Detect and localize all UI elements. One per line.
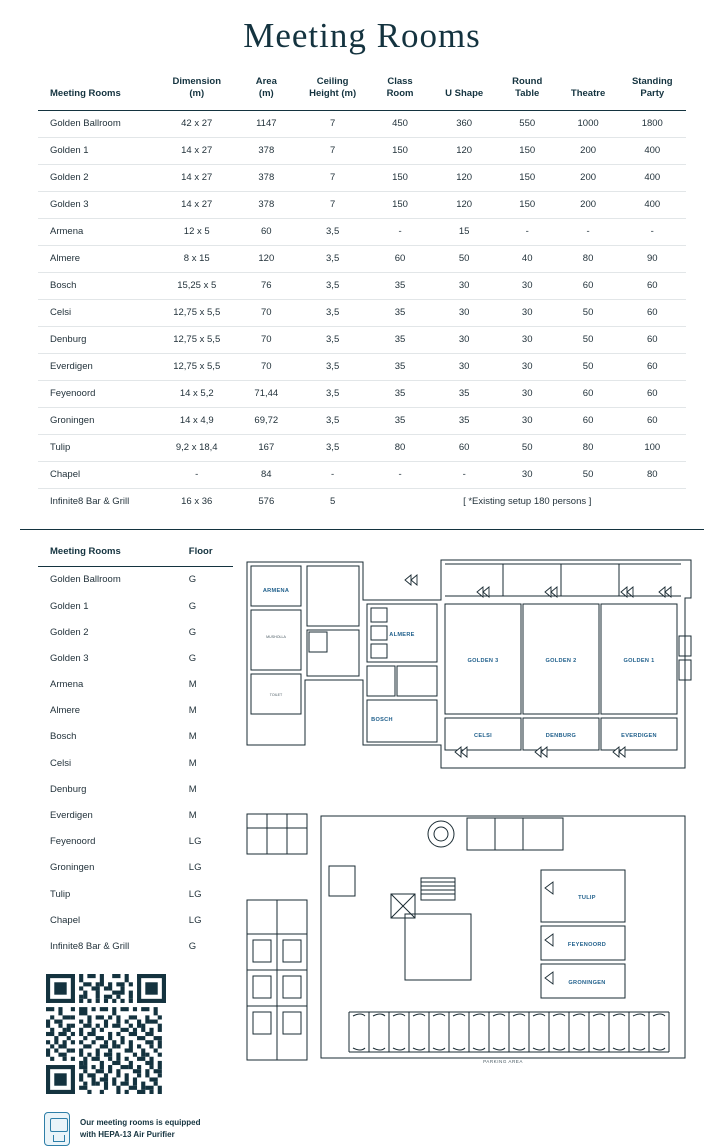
table-row	[38, 164, 686, 191]
table-cell: 5	[329, 496, 336, 508]
table-row	[38, 488, 686, 515]
table-cell: 60	[619, 272, 686, 299]
table-cell: 30	[432, 272, 497, 299]
room-name-cell: Groningen	[38, 407, 158, 434]
floor-room-name: Almere	[50, 705, 81, 717]
room-name-cell: Armena	[38, 218, 158, 245]
room-name-cell: Almere	[38, 245, 158, 272]
section-divider	[20, 529, 704, 530]
list-item	[38, 933, 233, 959]
table-cell: 60	[619, 407, 686, 434]
table-cell: 200	[558, 164, 619, 191]
table-cell: 200	[558, 137, 619, 164]
table-cell: 7	[297, 164, 369, 191]
list-item	[38, 802, 233, 828]
room-name-cell: Celsi	[38, 299, 158, 326]
table-cell: 120	[432, 137, 497, 164]
table-cell: 50	[558, 461, 619, 488]
table-cell: 30	[497, 461, 558, 488]
col-header-theatre: Theatre	[570, 87, 606, 99]
floorplan-upper[interactable]	[245, 540, 693, 780]
table-cell: 80	[558, 434, 619, 461]
label-parking-area: PARKING AREA	[483, 1058, 523, 1064]
table-cell: 60	[432, 434, 497, 461]
capacity-table-head	[38, 68, 686, 110]
table-cell: -	[558, 218, 619, 245]
hepa-notice-text	[80, 1117, 200, 1140]
table-cell: -	[369, 218, 432, 245]
table-cell: 80	[558, 245, 619, 272]
capacity-table-wrap	[38, 68, 686, 515]
table-cell: 30	[497, 407, 558, 434]
list-item	[38, 907, 233, 933]
table-cell: 30	[497, 380, 558, 407]
table-cell: 3,5	[297, 326, 369, 353]
floor-value: LG	[188, 914, 202, 926]
label-almere: ALMERE	[389, 631, 415, 638]
table-cell: 450	[369, 110, 432, 137]
table-cell: 3,5	[297, 380, 369, 407]
col-header-meeting-rooms: Meeting Rooms	[50, 87, 121, 99]
floor-value: LG	[188, 862, 202, 874]
floor-col-header-rooms: Meeting Rooms	[50, 545, 121, 557]
table-cell: 150	[369, 137, 432, 164]
table-cell: 16 x 36	[181, 496, 213, 508]
table-cell: 150	[497, 137, 558, 164]
floor-value: LG	[188, 836, 202, 848]
table-row	[38, 272, 686, 299]
col-header-ceiling-height: Ceiling Height (m)	[309, 76, 357, 99]
floor-value: G	[188, 626, 197, 638]
table-cell: 35	[369, 299, 432, 326]
table-row	[38, 434, 686, 461]
table-cell: 150	[369, 164, 432, 191]
floor-room-name: Denburg	[50, 783, 87, 795]
floor-value: G	[188, 600, 197, 612]
table-cell: 7	[297, 137, 369, 164]
list-item	[38, 855, 233, 881]
table-cell: 35	[432, 407, 497, 434]
table-cell: 35	[369, 272, 432, 299]
table-cell: 3,5	[297, 218, 369, 245]
table-cell: 150	[497, 164, 558, 191]
table-cell: 12,75 x 5,5	[158, 353, 236, 380]
label-denburg: DENBURG	[545, 732, 577, 739]
table-row	[38, 407, 686, 434]
table-cell: 35	[369, 353, 432, 380]
table-cell: 60	[619, 326, 686, 353]
capacity-table	[38, 68, 686, 515]
table-cell: 30	[497, 353, 558, 380]
floor-value: M	[188, 757, 197, 769]
floor-value: G	[188, 940, 197, 952]
list-item	[38, 776, 233, 802]
table-cell: -	[619, 218, 686, 245]
label-bosch: BOSCH	[371, 716, 393, 723]
label-groningen: GRONINGEN	[568, 979, 606, 986]
table-cell: 14 x 4,9	[158, 407, 236, 434]
floorplan-column	[233, 540, 693, 1146]
table-cell: 120	[432, 164, 497, 191]
table-cell: 360	[432, 110, 497, 137]
label-feyenoord: FEYENOORD	[567, 941, 607, 948]
table-cell: 9,2 x 18,4	[158, 434, 236, 461]
table-cell: 69,72	[236, 407, 297, 434]
table-cell: 12 x 5	[158, 218, 236, 245]
list-item	[38, 724, 233, 750]
table-cell: -	[497, 218, 558, 245]
floor-value: M	[188, 679, 197, 691]
table-cell: 12,75 x 5,5	[158, 299, 236, 326]
room-name-cell: Chapel	[38, 461, 158, 488]
room-name-cell: Golden Ballroom	[38, 110, 158, 137]
table-cell: 100	[619, 434, 686, 461]
list-item	[38, 619, 233, 645]
room-name-cell: Everdigen	[38, 353, 158, 380]
page-title-part2: Rooms	[376, 16, 481, 55]
table-row	[38, 380, 686, 407]
floor-table-body	[38, 566, 233, 959]
floor-room-name: Infinite8 Bar & Grill	[50, 940, 130, 952]
table-cell: 30	[497, 326, 558, 353]
floor-table	[38, 540, 233, 960]
table-row	[38, 461, 686, 488]
table-cell: -	[369, 461, 432, 488]
list-item	[38, 593, 233, 619]
existing-setup-note: [ *Existing setup 180 persons ]	[463, 496, 592, 508]
floor-value: M	[188, 731, 197, 743]
table-cell: 400	[619, 164, 686, 191]
table-cell: -	[158, 461, 236, 488]
table-cell: 3,5	[297, 272, 369, 299]
table-row	[38, 191, 686, 218]
table-cell: 50	[558, 353, 619, 380]
table-cell: 35	[369, 407, 432, 434]
table-cell: 12,75 x 5,5	[158, 326, 236, 353]
floor-room-name: Golden Ballroom	[50, 574, 121, 586]
label-golden-2: GOLDEN 2	[545, 657, 577, 664]
table-cell: 60	[619, 380, 686, 407]
floor-room-name: Golden 2	[50, 626, 89, 638]
col-header-class-room: Class Room	[386, 76, 414, 99]
table-cell: 80	[619, 461, 686, 488]
floor-room-name: Everdigen	[50, 810, 93, 822]
table-row	[38, 218, 686, 245]
table-cell: 50	[432, 245, 497, 272]
col-header-dimension: Dimension (m)	[172, 76, 222, 99]
qr-code-icon[interactable]	[46, 974, 166, 1094]
table-cell: 50	[497, 434, 558, 461]
floor-column	[38, 540, 233, 1146]
floor-table-head	[38, 540, 233, 567]
table-cell: 400	[619, 191, 686, 218]
table-cell: 35	[432, 380, 497, 407]
label-everdigen: EVERDIGEN	[621, 732, 657, 739]
col-header-area: Area (m)	[255, 76, 277, 99]
room-name-cell: Tulip	[38, 434, 158, 461]
table-cell: 60	[619, 299, 686, 326]
room-name-cell: Denburg	[38, 326, 158, 353]
floor-value: G	[188, 652, 197, 664]
table-cell: 71,44	[236, 380, 297, 407]
table-cell: 8 x 15	[158, 245, 236, 272]
table-row	[38, 299, 686, 326]
table-cell: 378	[236, 137, 297, 164]
table-cell: 7	[297, 191, 369, 218]
table-cell: 60	[619, 353, 686, 380]
list-item	[38, 881, 233, 907]
table-cell: 90	[619, 245, 686, 272]
floor-room-name: Golden 1	[50, 600, 89, 612]
floor-value: M	[188, 705, 197, 717]
floor-room-name: Celsi	[50, 757, 72, 769]
table-cell: 50	[558, 299, 619, 326]
table-cell: 42 x 27	[158, 110, 236, 137]
room-name-cell: Golden 1	[38, 137, 158, 164]
room-name-cell: Golden 2	[38, 164, 158, 191]
table-cell: 1000	[558, 110, 619, 137]
label-golden-1: GOLDEN 1	[623, 657, 655, 664]
table-cell: 60	[236, 218, 297, 245]
table-cell: 14 x 27	[158, 164, 236, 191]
table-cell: 30	[497, 299, 558, 326]
table-cell: 3,5	[297, 434, 369, 461]
page-title	[0, 0, 724, 62]
table-row	[38, 137, 686, 164]
floor-room-name: Feyenoord	[50, 836, 96, 848]
floor-room-name: Chapel	[50, 914, 81, 926]
table-cell: 550	[497, 110, 558, 137]
floor-room-name: Golden 3	[50, 652, 89, 664]
room-name-cell: Bosch	[38, 272, 158, 299]
table-cell: 14 x 27	[158, 191, 236, 218]
table-cell: 150	[497, 191, 558, 218]
table-cell: 120	[236, 245, 297, 272]
page-title-part1: Meeting	[243, 16, 367, 55]
table-cell: 3,5	[297, 353, 369, 380]
table-cell: 30	[432, 353, 497, 380]
table-cell: 35	[369, 326, 432, 353]
capacity-table-body	[38, 110, 686, 515]
floor-room-name: Tulip	[50, 888, 71, 900]
table-cell: 3,5	[297, 407, 369, 434]
table-cell: 40	[497, 245, 558, 272]
table-cell: 60	[558, 380, 619, 407]
table-row	[38, 110, 686, 137]
table-cell: 30	[497, 272, 558, 299]
table-cell: 3,5	[297, 299, 369, 326]
room-name-cell: Infinite8 Bar & Grill	[50, 496, 130, 508]
table-cell: 400	[619, 137, 686, 164]
table-row	[38, 353, 686, 380]
lower-section	[38, 540, 686, 1146]
table-cell: 120	[432, 191, 497, 218]
floor-room-name: Armena	[50, 679, 84, 691]
table-cell: 378	[236, 191, 297, 218]
table-cell: 15	[432, 218, 497, 245]
floor-value: M	[188, 810, 197, 822]
room-name-cell: Feyenoord	[38, 380, 158, 407]
table-cell: 30	[432, 299, 497, 326]
label-golden-3: GOLDEN 3	[467, 657, 499, 664]
table-cell: 35	[369, 380, 432, 407]
table-cell: -	[432, 461, 497, 488]
table-cell: 576	[258, 496, 275, 508]
table-cell: 84	[236, 461, 297, 488]
floor-value: G	[188, 574, 197, 586]
table-cell: 167	[236, 434, 297, 461]
hepa-notice	[38, 1112, 233, 1146]
table-cell: 1800	[619, 110, 686, 137]
col-header-round-table: Round Table	[512, 76, 543, 99]
table-cell: 30	[432, 326, 497, 353]
table-cell: 7	[297, 110, 369, 137]
table-cell: 60	[558, 407, 619, 434]
table-cell: 70	[236, 326, 297, 353]
table-cell: 60	[558, 272, 619, 299]
list-item	[38, 566, 233, 593]
table-cell: 15,25 x 5	[158, 272, 236, 299]
label-toilet: TOILET	[269, 692, 283, 697]
table-cell: 3,5	[297, 245, 369, 272]
table-cell: 150	[369, 191, 432, 218]
floor-room-name: Groningen	[50, 862, 95, 874]
col-header-u-shape: U Shape	[445, 87, 484, 99]
table-cell: 50	[558, 326, 619, 353]
table-cell: 14 x 5,2	[158, 380, 236, 407]
air-purifier-icon	[44, 1112, 70, 1146]
table-cell: 80	[369, 434, 432, 461]
table-cell: 1147	[236, 110, 297, 137]
room-name-cell: Golden 3	[38, 191, 158, 218]
label-tulip: TULIP	[578, 894, 596, 901]
floor-col-header-floor: Floor	[188, 545, 213, 557]
table-cell: 378	[236, 164, 297, 191]
table-cell: 14 x 27	[158, 137, 236, 164]
list-item	[38, 672, 233, 698]
table-cell: 76	[236, 272, 297, 299]
hepa-line-1: Our meeting rooms is equipped	[80, 1117, 201, 1127]
list-item	[38, 750, 233, 776]
table-cell: 200	[558, 191, 619, 218]
list-item	[38, 645, 233, 671]
qr-area	[38, 974, 233, 1094]
table-cell: -	[297, 461, 369, 488]
floor-value: M	[188, 783, 197, 795]
floor-room-name: Bosch	[50, 731, 77, 743]
table-row	[38, 326, 686, 353]
label-celsi: CELSI	[474, 732, 492, 739]
capacity-header-row	[38, 68, 686, 110]
label-musholla: MUSHOLLA	[266, 634, 286, 639]
list-item	[38, 829, 233, 855]
table-row	[38, 245, 686, 272]
floor-header-row	[38, 540, 233, 567]
floor-value: LG	[188, 888, 202, 900]
floorplan-lower[interactable]	[245, 804, 693, 1066]
col-header-standing-party: Standing Party	[631, 76, 673, 99]
list-item	[38, 698, 233, 724]
table-cell: 60	[369, 245, 432, 272]
table-cell: 70	[236, 299, 297, 326]
hepa-line-2: with HEPA-13 Air Purifier	[80, 1129, 175, 1139]
table-cell: 70	[236, 353, 297, 380]
label-armena: ARMENA	[262, 587, 290, 594]
